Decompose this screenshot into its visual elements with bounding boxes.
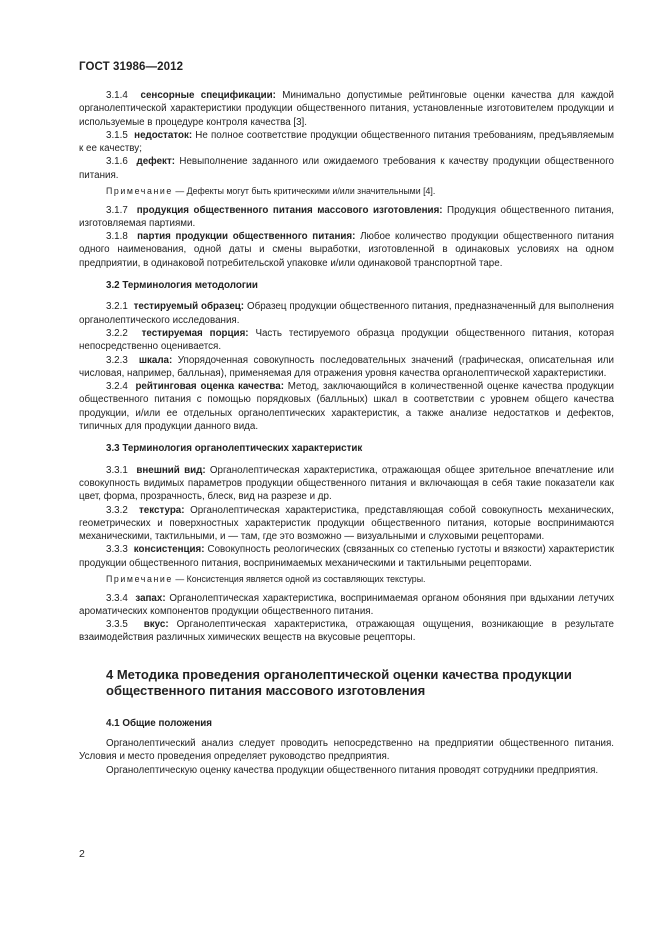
definition-3-2-4: 3.2.4 рейтинговая оценка качества: Метод, заключающийся в количественной оценке качества продукции общественного питания с помощью порядковых (балльных) шкал в соответствии с уровнем общего качества продукции, и/или ее отдельных органолептических характеристик, а также анализе недостатков и дефектов, типичных для продукции данного вида. (79, 381, 614, 433)
definition-3-2-3: 3.2.3 шкала: Упорядоченная совокупность последовательных значений (графическая, описательная или числовая, например, балльная), применяемая для отражения уровня качества органолептической характеристики. (79, 354, 614, 379)
document-body (79, 89, 614, 777)
paragraph-4-1-a: Органолептический анализ следует проводить непосредственно на предприятии общественного питания. Условия и место проведения определяет руководство предприятия. (79, 737, 614, 763)
definition-3-3-1: 3.3.1 внешний вид: Органолептическая характеристика, отражающая общее зрительное впечатление или совокупность видимых параметров продукции общественного питания и включающая в себя такие показатели как цвет, форма, прозрачность, блеск, вид на разрезе и др. (79, 464, 614, 503)
subheading-4-1: 4.1 Общие положения (106, 717, 213, 729)
subheading-3-3: 3.3 Терминология органолептических характеристик (106, 443, 363, 455)
note-defects: Примечание — Дефекты могут быть критическими и/или значительными [4]. (106, 186, 436, 197)
definition-3-3-3: 3.3.3 консистенция: Совокупность реологических (связанных со степенью густоты и вязкости) характеристик продукции общественного питания, воспринимаемых механическими и тактильными рецепторами. (79, 544, 614, 569)
document-header: ГОСТ 31986—2012 (79, 61, 184, 73)
paragraph-4-1-b: Органолептическую оценку качества продукции общественного питания проводят сотрудники предприятия. (106, 764, 599, 776)
definition-3-1-8: 3.1.8 партия продукции общественного питания: Любое количество продукции общественного питания одного наименования, одной даты и смены выработки, изготовленной в одинаковых условиях на одном предприятии, в одинаковой потребительской упаковке и/или одинаковой транспортной таре. (79, 231, 614, 269)
definition-3-2-2: 3.2.2 тестируемая порция: Часть тестируемого образца продукции общественного питания, которая непосредственно оценивается. (79, 327, 615, 353)
definition-3-1-7: 3.1.7 продукция общественного питания массового изготовления: Продукция общественного питания, изготовляемая партиями. (79, 204, 614, 229)
definition-3-3-5: 3.3.5 вкус: Органолептическая характеристика, отражающая ощущения, возникающие в результате взаимодействия различных химических веществ на вкусовые рецепторы. (79, 619, 614, 644)
definition-3-3-4: 3.3.4 запах: Органолептическая характеристика, воспринимаемая органом обоняния при вдыхании летучих ароматических компонентов продукции общественного питания. (79, 592, 614, 617)
definition-3-1-6: 3.1.6 дефект: Невыполнение заданного или ожидаемого требования к качеству продукции общественного питания. (79, 156, 614, 181)
definition-3-3-2: 3.3.2 текстура: Органолептическая характеристика, представляющая собой совокупность механических, геометрических и поверхностных характеристик продукции общественного питания, которые воспринимаются механическими, тактильными, и — там, где это возможно — визуальными и слуховыми рецепторами. (79, 504, 614, 543)
subheading-3-2: 3.2 Терминология методологии (106, 280, 258, 292)
definition-3-1-5: 3.1.5 недостаток: Не полное соответствие продукции общественного питания требованиям, предъявляемым к ее качеству; (79, 129, 614, 155)
note-consistency: Примечание — Консистенция является одной из составляющих текстуры. (106, 574, 426, 584)
definition-3-2-1: 3.2.1 тестируемый образец: Образец продукции общественного питания, предназначенный для выполнения органолептического исследования. (79, 301, 614, 326)
section-heading-4: 4 Методика проведения органолептической оценки качества продукции общественного питания массового изготовления (106, 666, 572, 699)
definition-3-1-4: 3.1.4 сенсорные спецификации: Минимально допустимые рейтинговые оценки качества для каждой органолептической характеристики продукции общественного питания, установленные изготовителем продукции и используемые в процедуре контроля качества [3]. (79, 90, 614, 128)
page-number: 2 (79, 848, 85, 860)
